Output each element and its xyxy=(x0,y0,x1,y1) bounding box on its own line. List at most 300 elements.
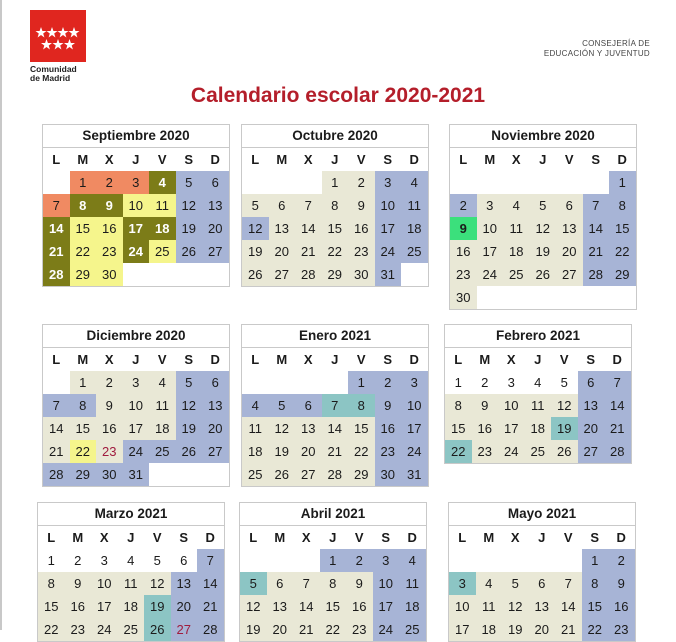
day-cell: 5 xyxy=(144,549,171,572)
week-row xyxy=(43,217,229,240)
month-calendar xyxy=(239,502,427,642)
week-row xyxy=(445,371,631,394)
day-cell: 14 xyxy=(293,595,320,618)
day-cell: 15 xyxy=(70,217,97,240)
day-cell: 10 xyxy=(123,394,150,417)
day-cell: 28 xyxy=(197,618,224,641)
logo-text xyxy=(30,65,88,83)
day-cell: 13 xyxy=(529,595,556,618)
day-cell: 5 xyxy=(176,171,203,194)
weekday-label: M xyxy=(477,148,504,171)
day-cell: 18 xyxy=(118,595,145,618)
month-title: Febrero 2021 xyxy=(445,325,631,348)
day-cell: 18 xyxy=(242,440,269,463)
day-cell: 19 xyxy=(269,440,296,463)
week-row xyxy=(43,194,229,217)
weekday-label: S xyxy=(375,148,402,171)
madrid-flag-icon xyxy=(30,10,86,62)
day-cell: 21 xyxy=(43,240,70,263)
day-cell: 3 xyxy=(477,194,504,217)
day-cell: 19 xyxy=(144,595,171,618)
day-cell: 9 xyxy=(65,572,92,595)
empty-day-cell xyxy=(43,171,70,194)
day-cell: 10 xyxy=(401,394,428,417)
weekday-label: S xyxy=(375,348,402,371)
weekday-label: J xyxy=(530,148,557,171)
weekday-label: L xyxy=(242,348,269,371)
day-cell: 2 xyxy=(96,171,123,194)
day-cell: 5 xyxy=(240,572,267,595)
month-title: Noviembre 2020 xyxy=(450,125,636,148)
empty-day-cell xyxy=(530,171,557,194)
day-cell: 2 xyxy=(346,549,373,572)
day-cell: 17 xyxy=(449,618,476,641)
day-cell: 22 xyxy=(70,440,97,463)
day-cell: 1 xyxy=(322,171,349,194)
day-cell: 19 xyxy=(242,240,269,263)
weekday-label: V xyxy=(149,348,176,371)
weekday-label: M xyxy=(267,526,294,549)
day-cell: 10 xyxy=(91,572,118,595)
logo xyxy=(30,10,88,83)
week-row xyxy=(242,263,428,286)
day-cell: 11 xyxy=(118,572,145,595)
day-cell: 16 xyxy=(348,217,375,240)
day-cell: 17 xyxy=(401,417,428,440)
day-cell: 17 xyxy=(123,417,150,440)
day-cell: 4 xyxy=(399,549,426,572)
weekday-header xyxy=(445,348,631,371)
day-cell: 21 xyxy=(322,440,349,463)
day-cell: 9 xyxy=(348,194,375,217)
weekday-label: D xyxy=(197,526,224,549)
day-cell: 9 xyxy=(346,572,373,595)
page-title: Calendario escolar 2020-2021 xyxy=(190,84,486,107)
day-cell: 16 xyxy=(65,595,92,618)
day-cell: 13 xyxy=(202,194,229,217)
weekday-header xyxy=(43,348,229,371)
day-cell: 10 xyxy=(373,572,400,595)
day-cell: 6 xyxy=(269,194,296,217)
week-row xyxy=(450,217,636,240)
day-cell: 29 xyxy=(70,263,97,286)
day-cell: 20 xyxy=(529,618,556,641)
day-cell: 15 xyxy=(609,217,636,240)
day-cell: 8 xyxy=(445,394,472,417)
weekday-label: M xyxy=(269,148,296,171)
day-cell: 9 xyxy=(450,217,477,240)
day-cell: 30 xyxy=(96,463,123,486)
weekday-label: X xyxy=(96,148,123,171)
week-row xyxy=(449,549,635,572)
empty-day-cell xyxy=(293,549,320,572)
weekday-label: V xyxy=(346,526,373,549)
month-days xyxy=(242,348,428,486)
day-cell: 28 xyxy=(583,263,610,286)
day-cell: 21 xyxy=(555,618,582,641)
day-cell: 2 xyxy=(608,549,635,572)
day-cell: 23 xyxy=(65,618,92,641)
empty-day-cell xyxy=(267,549,294,572)
department-label xyxy=(544,39,650,59)
day-cell: 26 xyxy=(144,618,171,641)
day-cell: 1 xyxy=(582,549,609,572)
week-row xyxy=(38,549,224,572)
day-cell: 7 xyxy=(322,394,349,417)
day-cell: 21 xyxy=(295,240,322,263)
day-cell: 7 xyxy=(43,194,70,217)
month-calendar xyxy=(241,324,429,487)
month-calendar xyxy=(448,502,636,642)
day-cell: 25 xyxy=(118,618,145,641)
day-cell: 22 xyxy=(348,440,375,463)
weekday-header xyxy=(242,348,428,371)
empty-day-cell xyxy=(242,171,269,194)
weekday-label: J xyxy=(118,526,145,549)
weekday-label: J xyxy=(525,348,552,371)
weekday-label: X xyxy=(295,148,322,171)
week-row xyxy=(445,394,631,417)
weekday-label: D xyxy=(401,348,428,371)
week-row xyxy=(445,440,631,463)
day-cell: 4 xyxy=(149,171,176,194)
day-cell: 17 xyxy=(91,595,118,618)
day-cell: 17 xyxy=(498,417,525,440)
weekday-label: S xyxy=(176,348,203,371)
weekday-label: J xyxy=(123,148,150,171)
day-cell: 4 xyxy=(525,371,552,394)
day-cell: 6 xyxy=(529,572,556,595)
weekday-label: M xyxy=(472,348,499,371)
day-cell: 27 xyxy=(295,463,322,486)
day-cell: 15 xyxy=(38,595,65,618)
empty-day-cell xyxy=(502,549,529,572)
day-cell: 24 xyxy=(498,440,525,463)
day-cell: 25 xyxy=(399,618,426,641)
day-cell: 17 xyxy=(375,217,402,240)
day-cell: 10 xyxy=(498,394,525,417)
month-title: Diciembre 2020 xyxy=(43,325,229,348)
day-cell: 3 xyxy=(375,171,402,194)
day-cell: 7 xyxy=(604,371,631,394)
day-cell: 10 xyxy=(449,595,476,618)
week-row xyxy=(240,572,426,595)
month-calendar xyxy=(449,124,637,310)
day-cell: 26 xyxy=(269,463,296,486)
day-cell: 16 xyxy=(96,217,123,240)
day-cell: 6 xyxy=(202,371,229,394)
week-row xyxy=(449,572,635,595)
day-cell: 11 xyxy=(503,217,530,240)
day-cell: 14 xyxy=(322,417,349,440)
day-cell: 23 xyxy=(472,440,499,463)
month-title: Abril 2021 xyxy=(240,503,426,526)
empty-day-cell xyxy=(295,171,322,194)
day-cell: 1 xyxy=(70,371,97,394)
day-cell: 20 xyxy=(556,240,583,263)
month-days xyxy=(43,148,229,286)
day-cell: 17 xyxy=(123,217,150,240)
day-cell: 20 xyxy=(267,618,294,641)
day-cell: 7 xyxy=(43,394,70,417)
day-cell: 20 xyxy=(295,440,322,463)
day-cell: 16 xyxy=(608,595,635,618)
weekday-header xyxy=(449,526,635,549)
day-cell: 16 xyxy=(96,417,123,440)
day-cell: 5 xyxy=(242,194,269,217)
day-cell: 3 xyxy=(123,171,150,194)
day-cell: 12 xyxy=(242,217,269,240)
empty-day-cell xyxy=(322,371,349,394)
empty-day-cell xyxy=(450,171,477,194)
day-cell: 15 xyxy=(322,217,349,240)
day-cell: 18 xyxy=(525,417,552,440)
day-cell: 11 xyxy=(476,595,503,618)
day-cell: 7 xyxy=(583,194,610,217)
weekday-label: J xyxy=(529,526,556,549)
day-cell: 13 xyxy=(171,572,198,595)
weekday-label: J xyxy=(320,526,347,549)
weekday-label: D xyxy=(399,526,426,549)
empty-day-cell xyxy=(555,549,582,572)
weekday-label: D xyxy=(202,148,229,171)
weekday-header xyxy=(242,148,428,171)
week-row xyxy=(43,240,229,263)
day-cell: 15 xyxy=(445,417,472,440)
month-days xyxy=(38,526,224,641)
day-cell: 22 xyxy=(322,240,349,263)
day-cell: 21 xyxy=(43,440,70,463)
day-cell: 8 xyxy=(38,572,65,595)
empty-day-cell xyxy=(240,549,267,572)
day-cell: 23 xyxy=(348,240,375,263)
empty-day-cell xyxy=(43,371,70,394)
weekday-label: M xyxy=(70,148,97,171)
day-cell: 4 xyxy=(401,171,428,194)
month-days xyxy=(242,148,428,286)
day-cell: 14 xyxy=(43,417,70,440)
day-cell: 19 xyxy=(551,417,578,440)
day-cell: 15 xyxy=(348,417,375,440)
day-cell: 3 xyxy=(449,572,476,595)
logo-text-line2: de Madrid xyxy=(30,73,71,83)
day-cell: 13 xyxy=(556,217,583,240)
day-cell: 16 xyxy=(472,417,499,440)
day-cell: 23 xyxy=(346,618,373,641)
day-cell: 29 xyxy=(322,263,349,286)
day-cell: 11 xyxy=(401,194,428,217)
day-cell: 24 xyxy=(373,618,400,641)
day-cell: 23 xyxy=(608,618,635,641)
day-cell: 26 xyxy=(176,240,203,263)
weekday-label: J xyxy=(123,348,150,371)
day-cell: 12 xyxy=(269,417,296,440)
week-row xyxy=(43,463,229,486)
day-cell: 5 xyxy=(176,371,203,394)
weekday-label: L xyxy=(450,148,477,171)
weekday-label: V xyxy=(556,148,583,171)
weekday-label: S xyxy=(373,526,400,549)
day-cell: 2 xyxy=(472,371,499,394)
empty-day-cell xyxy=(477,171,504,194)
day-cell: 11 xyxy=(399,572,426,595)
week-row xyxy=(242,371,428,394)
weekday-label: V xyxy=(348,148,375,171)
day-cell: 16 xyxy=(450,240,477,263)
month-title: Enero 2021 xyxy=(242,325,428,348)
month-days xyxy=(450,148,636,309)
day-cell: 19 xyxy=(502,618,529,641)
day-cell: 21 xyxy=(197,595,224,618)
week-row xyxy=(450,240,636,263)
day-cell: 25 xyxy=(525,440,552,463)
day-cell: 8 xyxy=(582,572,609,595)
day-cell: 8 xyxy=(70,194,97,217)
month-calendar xyxy=(444,324,632,464)
weekday-label: L xyxy=(445,348,472,371)
day-cell: 20 xyxy=(171,595,198,618)
weekday-header xyxy=(38,526,224,549)
day-cell: 2 xyxy=(450,194,477,217)
weekday-label: X xyxy=(96,348,123,371)
day-cell: 5 xyxy=(530,194,557,217)
month-title: Marzo 2021 xyxy=(38,503,224,526)
day-cell: 1 xyxy=(348,371,375,394)
week-row xyxy=(242,171,428,194)
day-cell: 13 xyxy=(267,595,294,618)
month-days xyxy=(449,526,635,641)
week-row xyxy=(449,595,635,618)
weekday-label: L xyxy=(43,148,70,171)
day-cell: 30 xyxy=(450,286,477,309)
weekday-label: L xyxy=(449,526,476,549)
day-cell: 12 xyxy=(144,572,171,595)
week-row xyxy=(450,194,636,217)
weekday-label: V xyxy=(551,348,578,371)
day-cell: 26 xyxy=(551,440,578,463)
day-cell: 24 xyxy=(123,240,150,263)
day-cell: 1 xyxy=(70,171,97,194)
day-cell: 26 xyxy=(530,263,557,286)
week-row xyxy=(242,240,428,263)
day-cell: 22 xyxy=(609,240,636,263)
empty-day-cell xyxy=(503,171,530,194)
day-cell: 20 xyxy=(202,217,229,240)
day-cell: 24 xyxy=(91,618,118,641)
weekday-label: X xyxy=(295,348,322,371)
day-cell: 15 xyxy=(582,595,609,618)
week-row xyxy=(240,595,426,618)
day-cell: 6 xyxy=(578,371,605,394)
day-cell: 13 xyxy=(295,417,322,440)
day-cell: 3 xyxy=(373,549,400,572)
weekday-label: S xyxy=(582,526,609,549)
weekday-label: V xyxy=(348,348,375,371)
day-cell: 18 xyxy=(476,618,503,641)
day-cell: 14 xyxy=(555,595,582,618)
day-cell: 9 xyxy=(608,572,635,595)
weekday-label: S xyxy=(578,348,605,371)
day-cell: 17 xyxy=(477,240,504,263)
weekday-label: V xyxy=(555,526,582,549)
day-cell: 8 xyxy=(322,194,349,217)
week-row xyxy=(43,417,229,440)
day-cell: 27 xyxy=(202,240,229,263)
day-cell: 24 xyxy=(123,440,150,463)
day-cell: 9 xyxy=(472,394,499,417)
weekday-label: D xyxy=(401,148,428,171)
month-calendar xyxy=(42,124,230,287)
day-cell: 6 xyxy=(267,572,294,595)
weekday-header xyxy=(450,148,636,171)
weekday-label: X xyxy=(91,526,118,549)
day-cell: 4 xyxy=(476,572,503,595)
day-cell: 6 xyxy=(556,194,583,217)
day-cell: 19 xyxy=(240,618,267,641)
day-cell: 4 xyxy=(118,549,145,572)
day-cell: 15 xyxy=(70,417,97,440)
day-cell: 3 xyxy=(123,371,150,394)
weekday-label: L xyxy=(242,148,269,171)
day-cell: 28 xyxy=(322,463,349,486)
day-cell: 4 xyxy=(149,371,176,394)
week-row xyxy=(43,171,229,194)
day-cell: 21 xyxy=(604,417,631,440)
day-cell: 23 xyxy=(450,263,477,286)
day-cell: 29 xyxy=(348,463,375,486)
week-row xyxy=(450,286,636,309)
weekday-label: S xyxy=(176,148,203,171)
department-line1: CONSEJERÍA DE xyxy=(582,39,650,48)
day-cell: 1 xyxy=(445,371,472,394)
empty-day-cell xyxy=(529,549,556,572)
day-cell: 3 xyxy=(91,549,118,572)
empty-day-cell xyxy=(449,549,476,572)
day-cell: 21 xyxy=(293,618,320,641)
empty-day-cell xyxy=(583,171,610,194)
day-cell: 18 xyxy=(149,417,176,440)
day-cell: 29 xyxy=(609,263,636,286)
day-cell: 22 xyxy=(70,240,97,263)
week-row xyxy=(450,171,636,194)
day-cell: 5 xyxy=(269,394,296,417)
day-cell: 18 xyxy=(399,595,426,618)
day-cell: 13 xyxy=(269,217,296,240)
day-cell: 27 xyxy=(269,263,296,286)
week-row xyxy=(242,394,428,417)
week-row xyxy=(43,394,229,417)
day-cell: 7 xyxy=(295,194,322,217)
day-cell: 24 xyxy=(375,240,402,263)
day-cell: 2 xyxy=(96,371,123,394)
day-cell: 6 xyxy=(171,549,198,572)
week-row xyxy=(38,572,224,595)
weekday-label: X xyxy=(293,526,320,549)
weekday-label: L xyxy=(38,526,65,549)
day-cell: 17 xyxy=(373,595,400,618)
day-cell: 16 xyxy=(375,417,402,440)
day-cell: 21 xyxy=(583,240,610,263)
day-cell: 8 xyxy=(70,394,97,417)
day-cell: 22 xyxy=(320,618,347,641)
month-title: Octubre 2020 xyxy=(242,125,428,148)
week-row xyxy=(242,217,428,240)
day-cell: 26 xyxy=(176,440,203,463)
day-cell: 23 xyxy=(375,440,402,463)
day-cell: 10 xyxy=(375,194,402,217)
weekday-label: D xyxy=(604,348,631,371)
day-cell: 22 xyxy=(582,618,609,641)
